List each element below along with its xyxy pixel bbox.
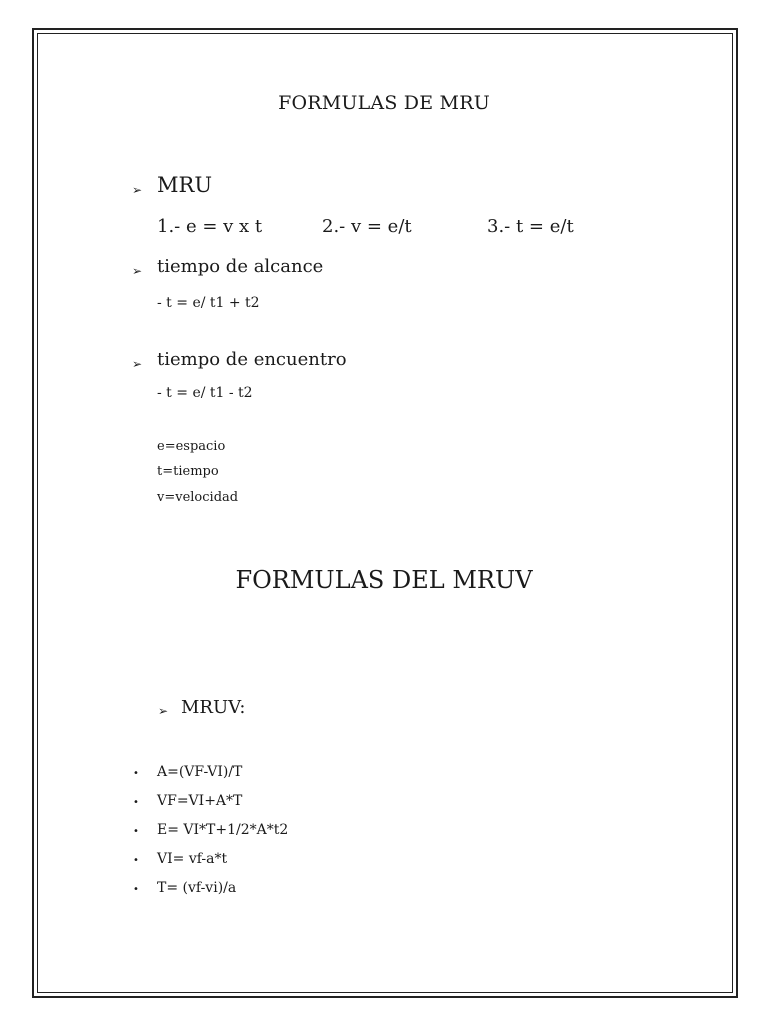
- mru-formula-2: 2.- v = e/t: [322, 216, 412, 237]
- bullet-icon: •: [133, 884, 139, 895]
- mru-formula-1: 1.- e = v x t: [157, 216, 263, 237]
- alcance-label: tiempo de alcance: [157, 256, 324, 277]
- page-border-inner: [37, 33, 733, 993]
- mruv-formula: E= VI*T+1/2*A*t2: [157, 822, 289, 838]
- arrow-bullet-icon: ➢: [132, 264, 143, 278]
- mruv-title: FORMULAS DEL MRUV: [235, 566, 533, 594]
- bullet-icon: •: [133, 826, 139, 837]
- mruv-formula: VF=VI+A*T: [157, 793, 243, 809]
- arrow-bullet-icon: ➢: [132, 357, 143, 371]
- legend-item: e=espacio: [157, 439, 226, 454]
- arrow-bullet-icon: ➢: [158, 704, 169, 718]
- encuentro-formula: - t = e/ t1 - t2: [157, 385, 253, 401]
- arrow-bullet-icon: ➢: [132, 183, 143, 197]
- mru-title: FORMULAS DE MRU: [278, 92, 490, 114]
- alcance-formula: - t = e/ t1 + t2: [157, 295, 260, 311]
- mruv-formula: A=(VF-VI)/T: [157, 764, 243, 780]
- mruv-formula: T= (vf-vi)/a: [157, 880, 237, 896]
- bullet-icon: •: [133, 855, 139, 866]
- legend-item: t=tiempo: [157, 464, 219, 479]
- mru-section-label: MRU: [157, 173, 213, 197]
- mruv-formula: VI= vf-a*t: [157, 851, 228, 867]
- encuentro-label: tiempo de encuentro: [157, 349, 347, 370]
- mruv-section-label: MRUV:: [181, 697, 246, 718]
- bullet-icon: •: [133, 797, 139, 808]
- mru-formula-3: 3.- t = e/t: [487, 216, 574, 237]
- legend-item: v=velocidad: [157, 490, 239, 505]
- bullet-icon: •: [133, 768, 139, 779]
